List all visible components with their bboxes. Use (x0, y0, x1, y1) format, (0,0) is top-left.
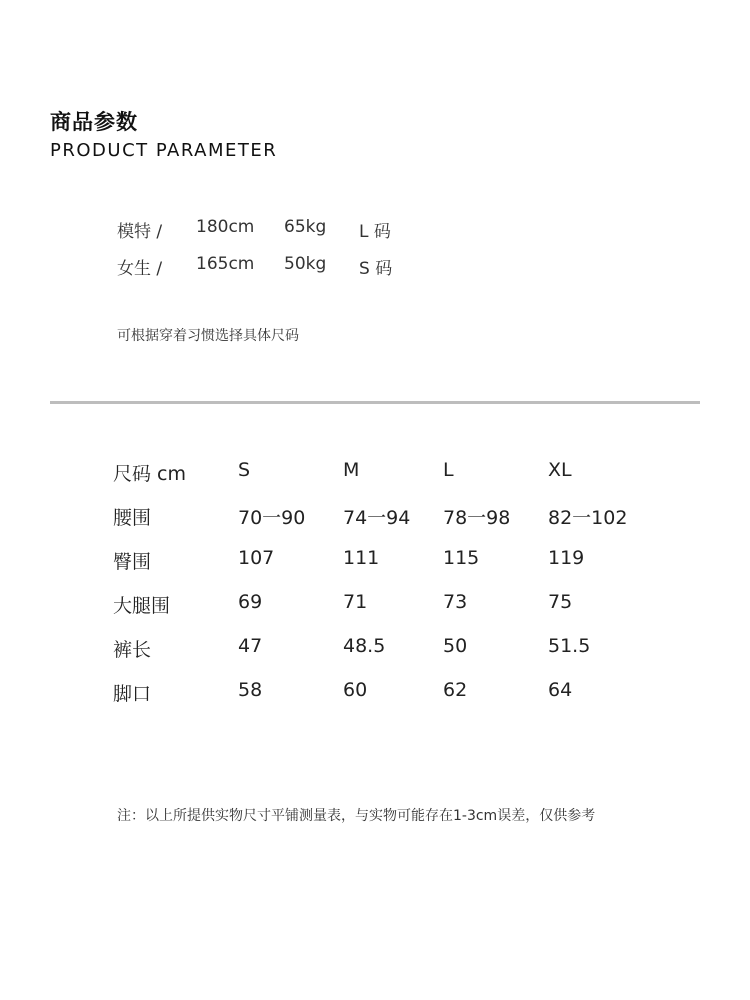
table-cell: 74一94 (343, 507, 411, 529)
model-weight: 65kg (284, 217, 327, 237)
model-size: L 码 (359, 222, 391, 242)
page-title-en: PRODUCT PARAMETER (50, 140, 278, 161)
table-cell: 70一90 (238, 507, 306, 529)
table-row (0, 503, 750, 533)
table-cell: 107 (238, 547, 275, 569)
model-label: 模特 / (117, 222, 163, 242)
table-cell: 47 (238, 635, 263, 657)
size-advice-note: 可根据穿着习惯选择具体尺码 (117, 328, 299, 344)
table-header-row (0, 459, 750, 489)
table-cell: 大腿围 (113, 595, 171, 617)
section-divider (50, 401, 700, 404)
model-weight: 50kg (284, 254, 327, 274)
table-row (0, 635, 750, 665)
table-header-cell: XL (548, 459, 572, 481)
table-cell: 51.5 (548, 635, 591, 657)
table-cell: 75 (548, 591, 573, 613)
table-row (0, 591, 750, 621)
table-cell: 111 (343, 547, 380, 569)
table-cell: 64 (548, 679, 573, 701)
table-header-cell: S (238, 459, 251, 481)
table-cell: 48.5 (343, 635, 386, 657)
table-cell: 82一102 (548, 507, 628, 529)
table-cell: 73 (443, 591, 468, 613)
table-cell: 腰围 (113, 507, 152, 529)
table-cell: 115 (443, 547, 480, 569)
model-label: 女生 / (117, 259, 163, 279)
model-height: 165cm (196, 254, 255, 274)
table-cell: 69 (238, 591, 263, 613)
table-cell: 78一98 (443, 507, 511, 529)
table-header-cell: 尺码 cm (113, 463, 186, 485)
table-cell: 62 (443, 679, 468, 701)
table-cell: 58 (238, 679, 263, 701)
model-size: S 码 (359, 259, 393, 279)
table-cell: 50 (443, 635, 468, 657)
model-height: 180cm (196, 217, 255, 237)
table-cell: 119 (548, 547, 585, 569)
page-title-cn: 商品参数 (50, 110, 138, 134)
measurement-disclaimer: 注：以上所提供实物尺寸平铺测量表，与实物可能存在1-3cm误差，仅供参考 (117, 808, 596, 824)
table-row (0, 547, 750, 577)
table-cell: 60 (343, 679, 368, 701)
table-header-cell: M (343, 459, 360, 481)
table-cell: 臀围 (113, 551, 152, 573)
table-cell: 71 (343, 591, 368, 613)
table-cell: 脚口 (113, 683, 152, 705)
table-row (0, 679, 750, 709)
table-header-cell: L (443, 459, 454, 481)
table-cell: 裤长 (113, 639, 152, 661)
